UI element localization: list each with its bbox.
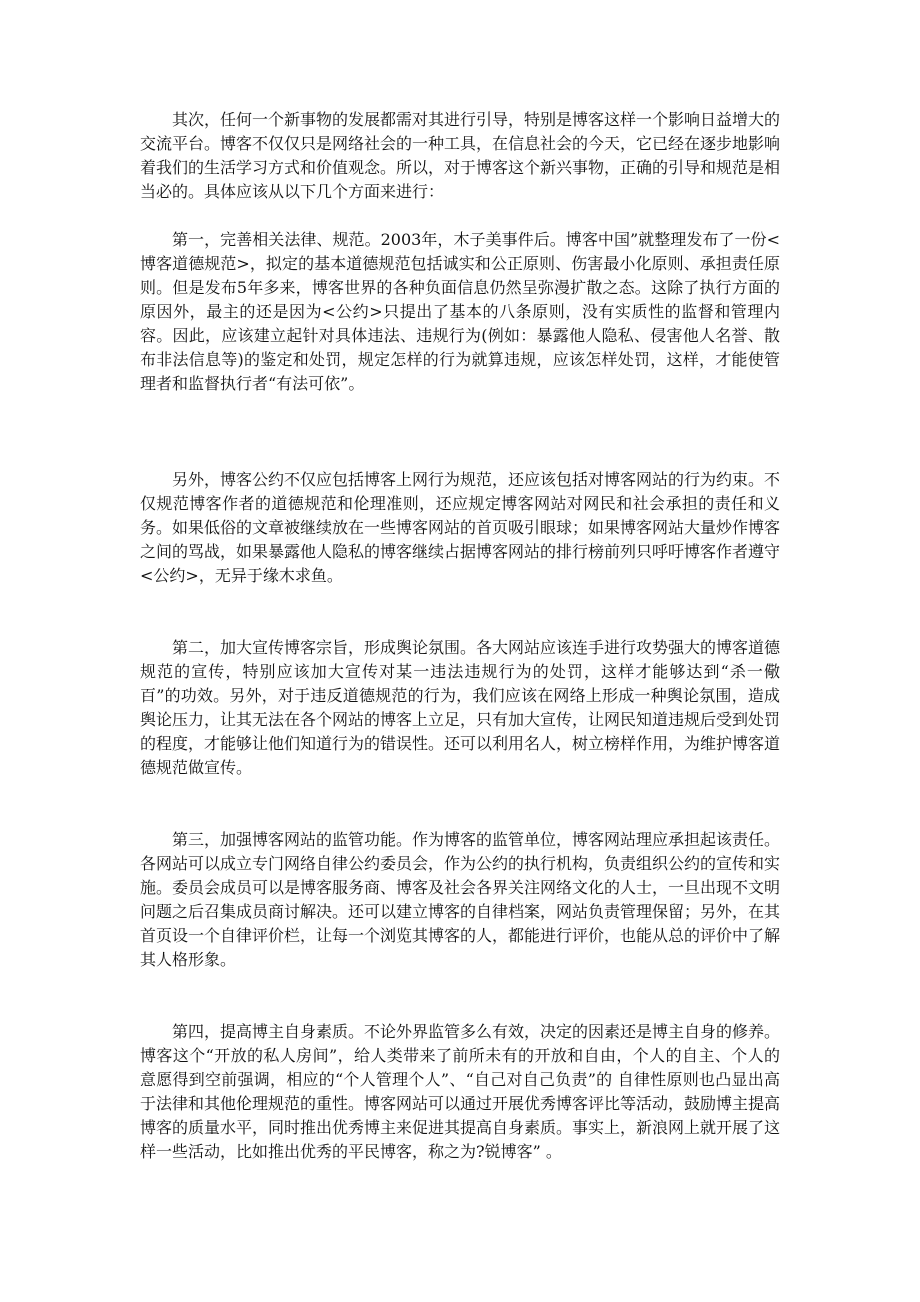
paragraph-fourth-point: 第四，提高博主自身素质。不论外界监管多么有效，决定的因素还是博主自身的修养。博客这个“开放的私人房间”，给人类带来了前所未有的开放和自由，个人的自主、个人的意愿得到空前强调，相应的“个人管理个人”、“自己对自己负责”的 自律性原则也凸显出高于法律和其他伦理规范的重性。博客网站可以通过开展优秀博客评比等活动，鼓励博主提高博客的质量水平，同时推出优秀博主来促进其提高自身素质。事实上，新浪网上就开展了这样一些活动，比如推出优秀的平民博客，称之为?锐博客” 。 <box>140 1022 781 1161</box>
paragraph-additional: 另外，博客公约不仅应包括博客上网行为规范，还应该包括对博客网站的行为约束。不仅规范博客作者的道德规范和伦理准则，还应规定博客网站对网民和社会承担的责任和义务。如果低俗的文章被继续放在一些博客网站的首页吸引眼球；如果博客网站大量炒作博客之间的骂战，如果暴露他人隐私的博客继续占据博客网站的排行榜前列只呼吁博客作者遵守<公约>，无异于缘木求鱼。 <box>140 470 781 585</box>
paragraph-second-point: 第二，加大宣传博客宗旨，形成舆论氛围。各大网站应该连手进行攻势强大的博客道德规范的宣传，特别应该加大宣传对某一违法违规行为的处罚，这样才能够达到“杀一儆百”的功效。另外，对于违反道德规范的行为，我们应该在网络上形成一种舆论氛围，造成舆论压力，让其无法在各个网站的博客上立足，只有加大宣传，让网民知道违规后受到处罚的程度，才能够让他们知道行为的错误性。还可以利用名人，树立榜样作用，为维护博客道德规范做宣传。 <box>140 638 781 777</box>
paragraph-first-point: 第一，完善相关法律、规范。2003年，木子美事件后。博客中国”就整理发布了一份<博客道德规范>，拟定的基本道德规范包括诚实和公正原则、伤害最小化原则、承担责任原则。但是发布5年多来，博客世界的各种负面信息仍然呈弥漫扩散之态。这除了执行方面的原因外，最主的还是因为<公约>只提出了基本的八条原则，没有实质性的监督和管理内容。因此，应该建立起针对具体违法、违规行为(例如：暴露他人隐私、侵害他人名誉、散布非法信息等)的鉴定和处罚，规定怎样的行为就算违规，应该怎样处罚，这样，才能使管理者和监督执行者“有法可依”。 <box>140 230 780 393</box>
paragraph-third-point: 第三，加强博客网站的监管功能。作为博客的监管单位，博客网站理应承担起该责任。各网站可以成立专门网络自律公约委员会，作为公约的执行机构，负责组织公约的宣传和实施。委员会成员可以是博客服务商、博客及社会各界关注网络文化的人士，一旦出现不文明问题之后召集成员商讨解决。还可以建立博客的自律档案，网站负责管理保留；另外，在其首页设一个自律评价栏，让每一个浏览其博客的人，都能进行评价，也能从总的评价中了解其人格形象。 <box>140 830 781 969</box>
paragraph-intro: 其次，任何一个新事物的发展都需对其进行引导，特别是博客这样一个影响日益增大的交流平台。博客不仅仅只是网络社会的一种工具，在信息社会的今天，它已经在逐步地影响着我们的生活学习方式和价值观念。所以，对于博客这个新兴事物，正确的引导和规范是相当必的。具体应该从以下几个方面来进行： <box>140 110 781 201</box>
